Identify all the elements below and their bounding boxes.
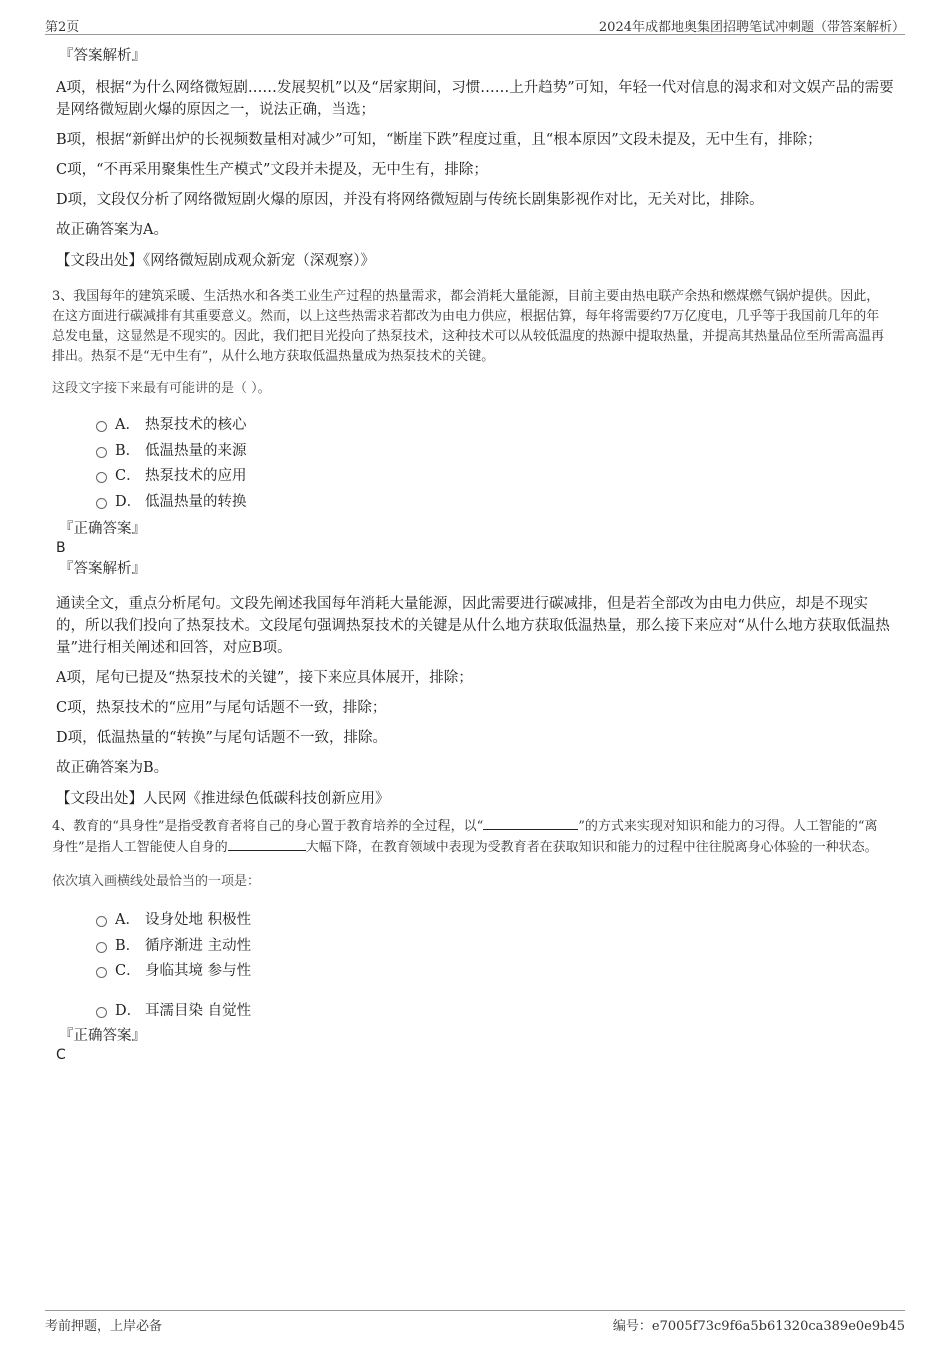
option-b[interactable]: B． 低温热量的来源 [96,437,896,463]
source-citation: 【文段出处】《网络微短剧成观众新宠（深观察）》 [56,253,375,269]
option-c[interactable]: C． 身临其境 参与性 [96,957,896,983]
analysis-item-d: D项，低温热量的“转换”与尾句话题不一致，排除。 [56,730,387,746]
analysis-item-d: D项，文段仅分析了网络微短剧火爆的原因，并没有将网络微短剧与传统长剧集影视作对比，无关对比，排除。 [56,192,764,208]
radio-icon[interactable] [96,967,107,978]
analysis-item-a: A项，根据“为什么网络微短剧……发展契机”以及“居家期间，习惯……上升趋势”可知，年轻一代对信息的渴求和对文娱产品的需要是网络微短剧火爆的原因之一，说法正确，当选； [56,80,894,118]
radio-icon[interactable] [96,447,107,458]
analysis-label: 『答案解析』 [59,48,146,64]
document-title: 2024年成都地奥集团招聘笔试冲刺题（带答案解析） [598,20,905,35]
conclusion: 故正确答案为A。 [56,222,168,238]
radio-icon[interactable] [96,942,107,953]
radio-icon[interactable] [96,1007,107,1018]
source-citation: 【文段出处】人民网《推进绿色低碳科技创新应用》 [56,791,390,807]
answer-value: C [56,1047,66,1063]
question-4-stem: 4、教育的“具身性”是指受教育者将自己的身心置于教育培养的全过程，以“ ”的方式来实现对知识和能力的习得。人工智能的“离身性”是指人工智能使人自身的 大幅下降，在教育领域中表现为受教育者在获取知识和能力的过程中往往脱离身心体验的一种状态。 [52,816,890,858]
page-number: 第2页 [45,20,80,35]
analysis-paragraph: 通读全文，重点分析尾句。文段先阐述我国每年消耗大量能源，因此需要进行碳减排，但是若全部改为由电力供应，却是不现实的，所以我们投向了热泵技术。文段尾句强调热泵技术的关键是从什么地方获取低温热量，那么接下来应对“从什么地方获取低温热量”进行相关阐述和回答，对应B项。 [56,596,890,656]
radio-icon[interactable] [96,472,107,483]
analysis-label: 『答案解析』 [59,561,146,577]
analysis-item-a: A项，尾句已提及“热泵技术的关键”，接下来应具体展开，排除； [56,670,473,686]
page-content [52,46,896,1064]
fill-blank-1 [483,816,578,830]
option-d[interactable]: D． 耳濡目染 自觉性 [96,997,896,1023]
question-3-stem: 3、我国每年的建筑采暖、生活热水和各类工业生产过程的热量需求，都会消耗大量能源，目前主要由热电联产余热和燃煤燃气锅炉提供。因此，在这方面进行碳减排有其重要意义。然而，以上这些热需求若都改为由电力供应，根据估算，每年将需要约7万亿度电，几乎等于我国前几年的年总发电量，这显然是不现实的。因此，我们把目光投向了热泵技术，这种技术可以从较低温度的热源中提取热量，并提高其热量品位至所需高温再排出。热泵不是“无中生有”，从什么地方获取低温热量成为热泵技术的关键。 [52,289,885,364]
option-d[interactable]: D． 低温热量的转换 [96,488,896,514]
analysis-item-c: C项，热泵技术的“应用”与尾句话题不一致，排除； [56,700,387,716]
conclusion: 故正确答案为B。 [56,760,169,776]
fill-blank-2 [228,837,306,851]
option-a[interactable]: A． 热泵技术的核心 [96,411,896,437]
question-4-prompt: 依次填入画横线处最恰当的一项是： [52,874,261,889]
answer-value: B [56,540,66,556]
option-c[interactable]: C． 热泵技术的应用 [96,462,896,488]
footer-slogan: 考前押题，上岸必备 [45,1319,163,1334]
option-a[interactable]: A． 设身处地 积极性 [96,906,896,932]
answer-label: 『正确答案』 [59,1028,146,1044]
radio-icon[interactable] [96,421,107,432]
page-footer [45,1310,905,1334]
option-b[interactable]: B． 循序渐进 主动性 [96,932,896,958]
radio-icon[interactable] [96,916,107,927]
radio-icon[interactable] [96,498,107,509]
answer-label: 『正确答案』 [59,521,146,537]
document-id: 编号：e7005f73c9f6a5b61320ca389e0e9b45 [612,1319,905,1334]
page-header [45,14,905,35]
question-4-options [96,906,896,1022]
analysis-item-b: B项，根据“新鲜出炉的长视频数量相对减少”可知，“断崖下跌”程度过重，且“根本原因”文段未提及，无中生有，排除； [56,132,822,148]
question-3-options [96,411,896,513]
question-3-prompt: 这段文字接下来最有可能讲的是（ ）。 [52,381,271,396]
analysis-item-c: C项，“不再采用聚集性生产模式”文段并未提及，无中生有，排除； [56,162,488,178]
